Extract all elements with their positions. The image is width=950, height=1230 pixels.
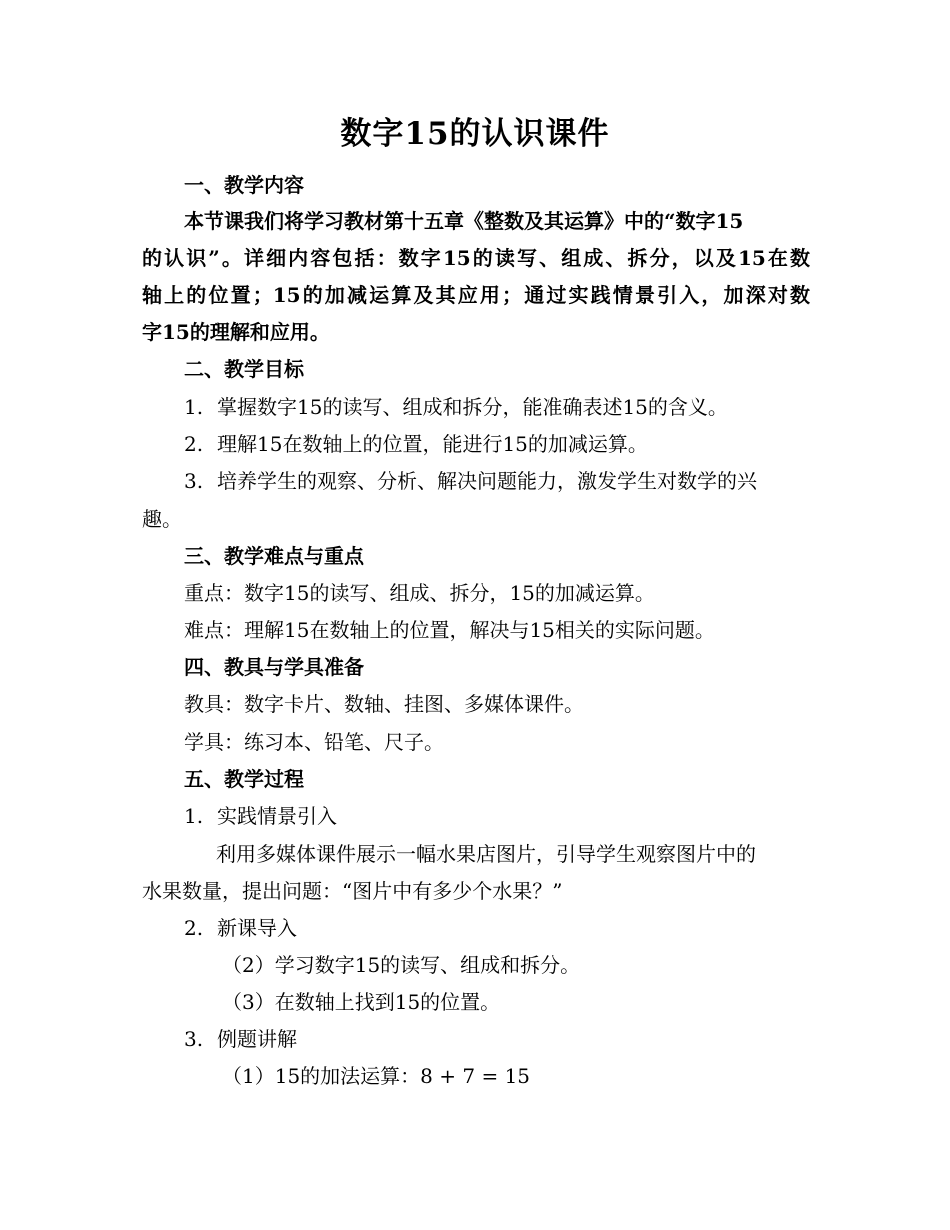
- section-heading-goals: 二、教学目标: [184, 357, 304, 381]
- goal-item-continuation: 趣。: [142, 507, 182, 531]
- goal-number: 1.: [184, 395, 204, 419]
- step-description-line: 利用多媒体课件展示一幅水果店图片，引导学生观察图片中的: [216, 842, 756, 866]
- goal-item: [184, 467, 757, 495]
- process-step: [184, 802, 337, 830]
- step-subitem: （1）15的加法运算：8 + 7 = 15: [222, 1064, 531, 1088]
- learning-tools: 学具：练习本、铅笔、尺子。: [184, 730, 444, 754]
- goal-text: 掌握数字15的读写、组成和拆分，能准确表述15的含义。: [217, 395, 728, 419]
- goal-number: 3.: [184, 469, 204, 493]
- section-heading-process: 五、教学过程: [184, 767, 304, 791]
- section-heading-content: 一、教学内容: [184, 173, 304, 197]
- goal-number: 2.: [184, 432, 204, 456]
- difficult-point: 难点：理解15在数轴上的位置，解决与15相关的实际问题。: [184, 618, 715, 642]
- process-step: [184, 1025, 297, 1053]
- goal-item: [184, 393, 728, 421]
- teaching-tools: 教具：数字卡片、数轴、挂图、多媒体课件。: [184, 692, 584, 716]
- document-title: 数字15的认识课件: [340, 116, 610, 152]
- goal-text: 理解15在数轴上的位置，能进行15的加减运算。: [217, 432, 648, 456]
- step-subitem: （2）学习数字15的读写、组成和拆分。: [222, 953, 581, 977]
- step-description-line: 水果数量，提出问题：“图片中有多少个水果？”: [142, 879, 563, 903]
- step-title: 实践情景引入: [217, 804, 337, 828]
- paragraph-line: 本节课我们将学习教材第十五章《整数及其运算》中的“数字15: [184, 209, 744, 233]
- step-subitem: （3）在数轴上找到15的位置。: [222, 990, 501, 1014]
- process-step: [184, 914, 297, 942]
- step-title: 新课导入: [217, 916, 297, 940]
- goal-item: [184, 430, 648, 458]
- section-heading-tools: 四、教具与学具准备: [184, 655, 364, 679]
- step-title: 例题讲解: [217, 1027, 297, 1051]
- step-number: 1.: [184, 804, 204, 828]
- paragraph-line: 轴上的位置；15的加减运算及其应用；通过实践情景引入，加深对数: [142, 283, 810, 307]
- goal-text: 培养学生的观察、分析、解决问题能力，激发学生对数学的兴: [217, 469, 757, 493]
- section-heading-key-points: 三、教学难点与重点: [184, 544, 364, 568]
- paragraph-line: 字15的理解和应用。: [142, 320, 330, 344]
- key-point: 重点：数字15的读写、组成、拆分，15的加减运算。: [184, 581, 655, 605]
- paragraph-line: 的认识”。详细内容包括：数字15的读写、组成、拆分，以及15在数: [142, 246, 810, 270]
- step-number: 2.: [184, 916, 204, 940]
- step-number: 3.: [184, 1027, 204, 1051]
